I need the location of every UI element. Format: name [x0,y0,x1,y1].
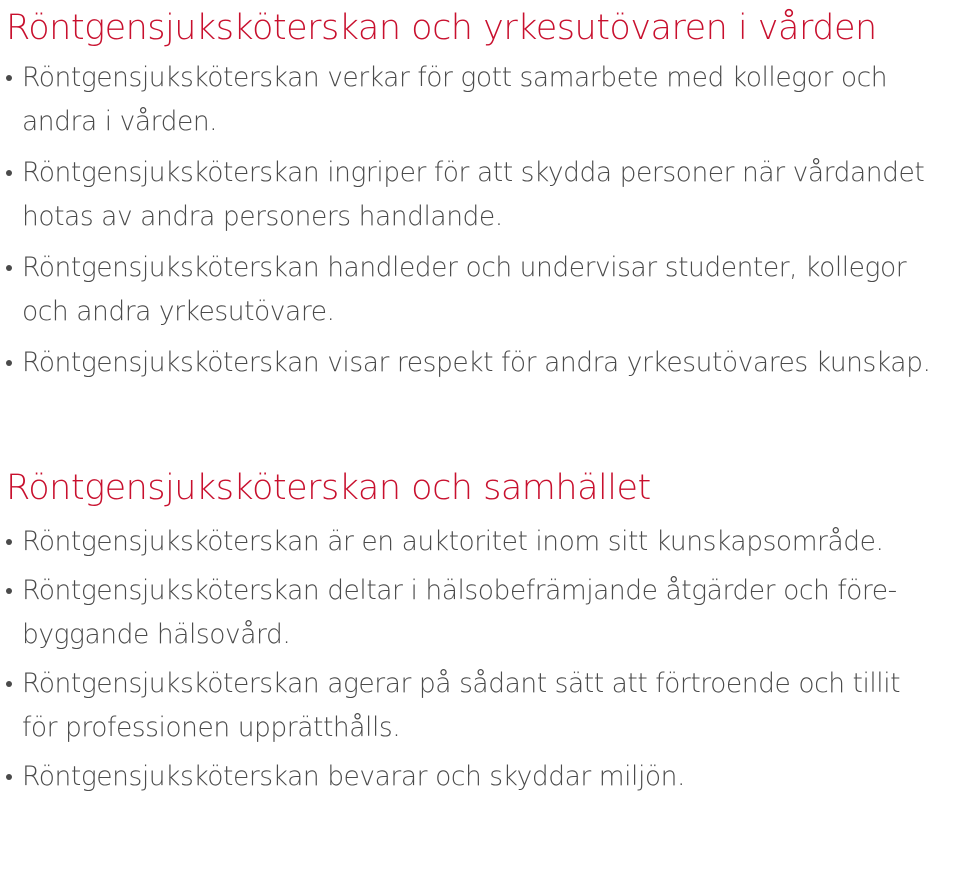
list-item-text: Röntgensjuksköterskan verkar för gott samarbete med kollegor och andra i vården. [22,62,888,137]
list-item-text: Röntgensjuksköterskan handleder och undervisar studenter, kollegor och andra yrkesutövare. [22,252,907,327]
bullet-icon [6,360,12,366]
list-item [6,662,942,750]
bullet-icon [6,681,12,687]
list-item-text: Röntgensjuksköterskan visar respekt för andra yrkesutövares kunskap. [22,347,931,378]
list-item-text: Röntgensjuksköterskan ingriper för att skydda personer när vårdandet hotas av andra personers handlande. [22,157,925,232]
bullet-icon [6,170,12,176]
bullet-icon [6,774,12,780]
list-item [6,341,942,385]
bullet-list [6,520,942,799]
bullet-icon [6,75,12,81]
list-item [6,151,942,239]
list-item-text: Röntgensjuksköterskan agerar på sådant sätt att förtroende och tillit för professionen upprätthålls. [22,668,901,743]
list-item-text: Röntgensjuksköterskan är en auktoritet inom sitt kunskapsområde. [22,526,884,557]
list-item-text: Röntgensjuksköterskan bevarar och skyddar miljön. [22,761,685,792]
section-colleagues [6,0,942,385]
bullet-icon [6,588,12,594]
list-item [6,755,942,799]
list-item-text: Röntgensjuksköterskan deltar i hälsobefrämjande åtgärder och förebyggande hälsovård. [22,575,898,650]
list-item [6,569,942,657]
list-item [6,56,942,144]
section-heading: Röntgensjuksköterskan och samhället [6,468,651,508]
list-item [6,520,942,564]
bullet-icon [6,539,12,545]
bullet-icon [6,265,12,271]
section-heading: Röntgensjuksköterskan och yrkesutövaren i vården [6,8,877,48]
bullet-list [6,56,942,385]
section-society [6,466,942,799]
list-item [6,246,942,334]
